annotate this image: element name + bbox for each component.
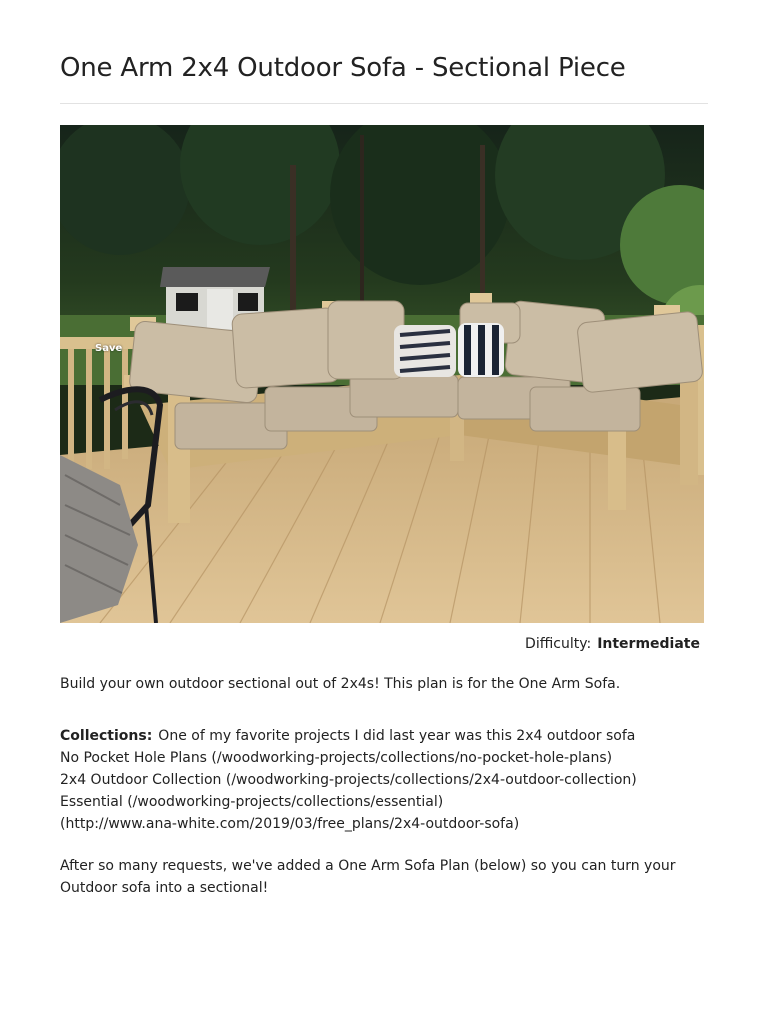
difficulty-label: Difficulty: [525,636,592,652]
intro-text: Build your own outdoor sectional out of 2x4s! This plan is for the One Arm Sofa. [60,676,621,692]
difficulty-value: Intermediate [597,636,700,652]
collection-link[interactable]: (http://www.ana-white.com/2019/03/free_plans/2x4-outdoor-sofa) [60,816,520,832]
collections-intro: One of my favorite projects I did last year was this 2x4 outdoor sofa [158,728,636,744]
save-button[interactable]: Save [95,343,123,354]
collection-link[interactable]: No Pocket Hole Plans (/woodworking-projects/collections/no-pocket-hole-plans) [60,750,613,766]
page-title: One Arm 2x4 Outdoor Sofa - Sectional Piece [60,53,626,83]
title-divider [60,103,708,104]
collections-first-line [60,725,720,747]
difficulty-row [525,636,700,652]
hero-photo [60,125,704,623]
collection-link[interactable]: 2x4 Outdoor Collection (/woodworking-projects/collections/2x4-outdoor-collection) [60,772,637,788]
outdoor-sofa-photo [60,125,704,623]
closing-text: After so many requests, we've added a One Arm Sofa Plan (below) so you can turn your Outdoor sofa into a sectional! [60,858,676,896]
collection-link[interactable]: Essential (/woodworking-projects/collections/essential) [60,794,444,810]
collections-section [60,725,720,835]
collections-label: Collections: [60,728,153,744]
